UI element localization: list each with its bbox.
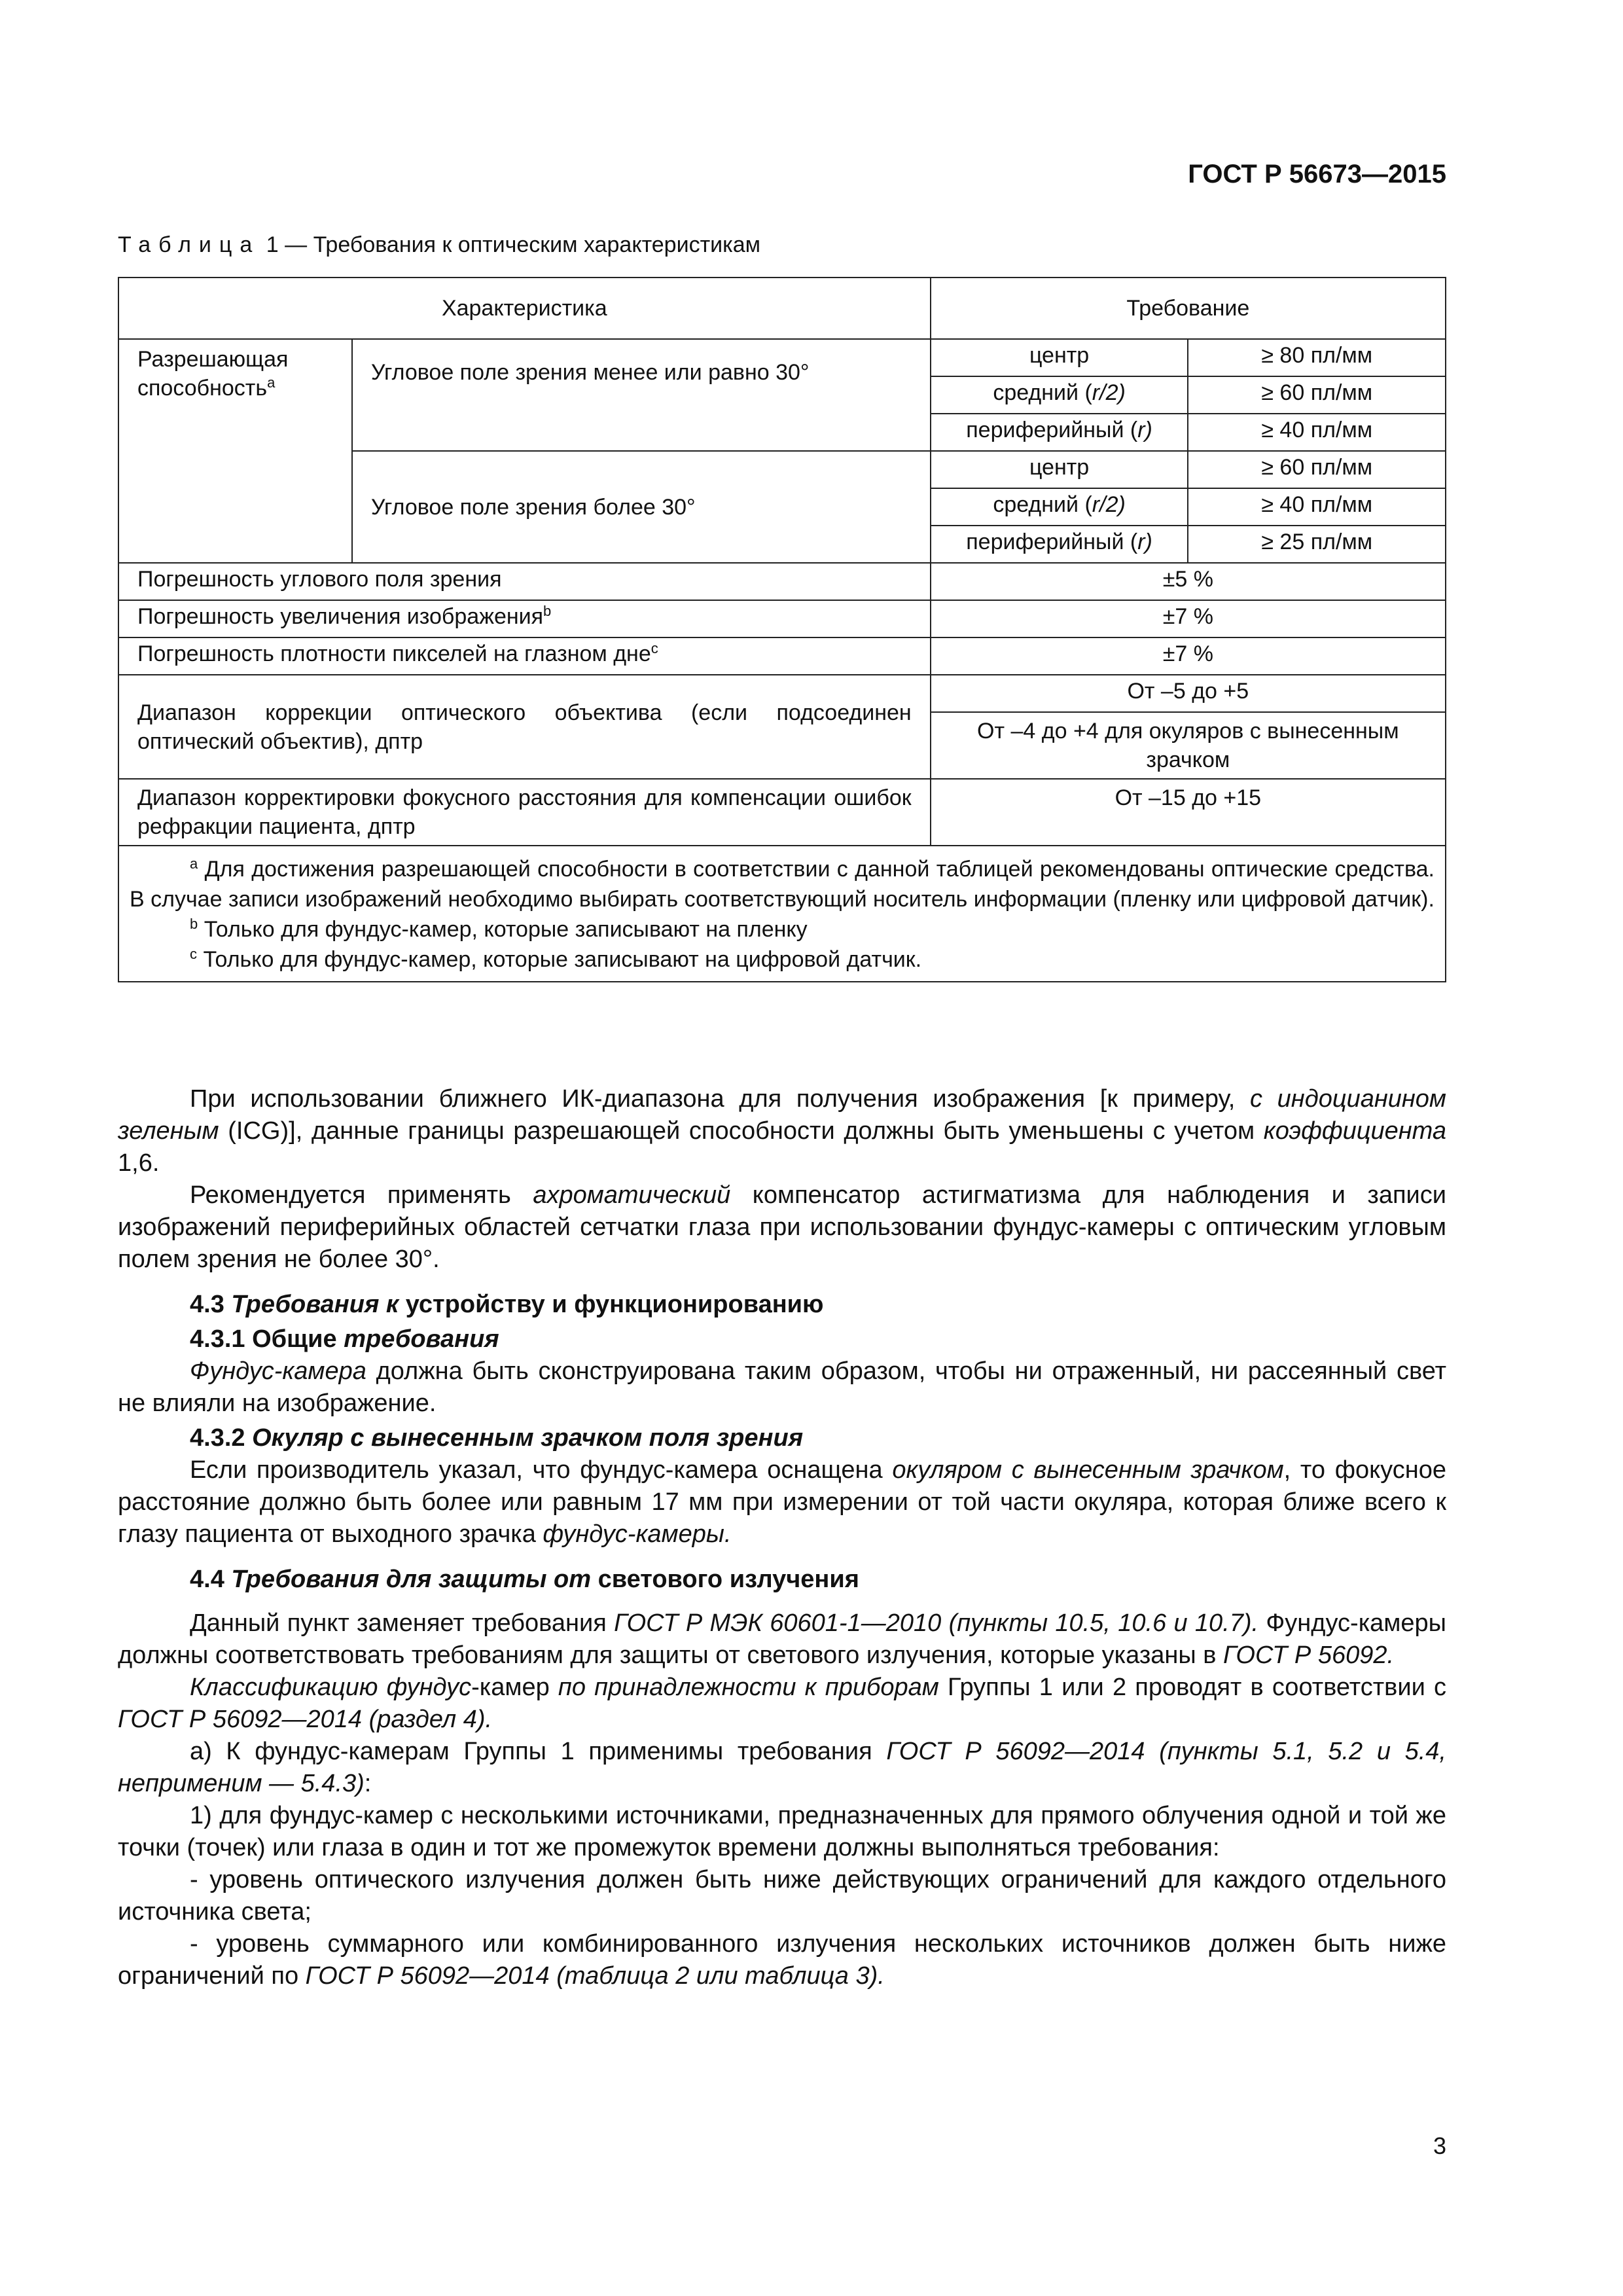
col-header-characteristic: Характеристика bbox=[118, 278, 931, 339]
table-row bbox=[118, 339, 1446, 376]
zone-cell: средний (r/2) bbox=[931, 488, 1188, 526]
zone-cell: периферийный (r) bbox=[931, 414, 1188, 451]
paragraph: а) К фундус-камерам Группы 1 применимы требования ГОСТ Р 56092—2014 (пункты 5.1, 5.2 и 5.4, неприменим — 5.4.3): bbox=[118, 1738, 1446, 1797]
zone-cell: центр bbox=[931, 451, 1188, 488]
table-notes-row bbox=[118, 846, 1446, 982]
section-heading-4-3-2: 4.3.2 Окуляр с вынесенным зрачком поля зрения bbox=[190, 1424, 804, 1452]
paragraph: Рекомендуется применять ахроматический компенсатор астигматизма для наблюдения и записи изображений периферийных областей сетчатки глаза при использовании фундус-камеры с оптическим угловым полем зрения не более 30°. bbox=[118, 1181, 1446, 1273]
table-notes bbox=[118, 846, 1446, 982]
correction-label: Диапазон коррекции оптического объектива (если подсоединен оптический объектив), дптр bbox=[118, 675, 931, 779]
table-note: $^c$ Только для фундус-камер, которые записывают на цифровой датчик. bbox=[190, 946, 922, 972]
table-caption-text: 1 — Требования к оптическим характеристикам bbox=[266, 232, 761, 257]
zone-cell: периферийный (r) bbox=[931, 526, 1188, 563]
focus-label: Диапазон корректировки фокусного расстояния для компенсации ошибок рефракции пациента, дптр bbox=[118, 779, 931, 846]
col-header-requirement: Требование bbox=[931, 278, 1446, 339]
row-label: Погрешность увеличения изображения$^b$ bbox=[118, 600, 931, 637]
paragraph: Фундус-камера должна быть сконструирована таким образом, чтобы ни отраженный, ни рассеянный свет не влияли на изображение. bbox=[118, 1357, 1446, 1417]
paragraph: - уровень суммарного или комбинированного излучения нескольких источников должен быть ниже ограничений по ГОСТ Р 56092—2014 (таблица 2 или таблица 3). bbox=[118, 1930, 1446, 1990]
table-header-row bbox=[118, 278, 1446, 339]
correction-value-2: От –4 до +4 для окуляров с вынесенным зрачком bbox=[931, 712, 1446, 779]
correction-value-1: От –5 до +5 bbox=[931, 675, 1446, 712]
document-code: ГОСТ Р 56673—2015 bbox=[1188, 160, 1446, 188]
row-value: ±5 % bbox=[931, 563, 1446, 600]
row-value: ±7 % bbox=[931, 637, 1446, 675]
value-cell: ≥ 40 пл/мм bbox=[1188, 488, 1446, 526]
table-row bbox=[118, 600, 1446, 637]
row-value: ±7 % bbox=[931, 600, 1446, 637]
zone-cell: центр bbox=[931, 339, 1188, 376]
body-text bbox=[118, 1083, 1446, 1992]
value-cell: ≥ 40 пл/мм bbox=[1188, 414, 1446, 451]
paragraph: - уровень оптического излучения должен быть ниже действующих ограничений для каждого отдельного источника света; bbox=[118, 1866, 1446, 1926]
paragraph: При использовании ближнего ИК-диапазона для получения изображения [к примеру, с индоцианином зеленым (ICG)], данные границы разрешающей способности должны быть уменьшены с учетом коэффициента 1,6. bbox=[118, 1085, 1446, 1177]
table-row bbox=[118, 675, 1446, 712]
paragraph: Классификацию фундус-камер по принадлежности к приборам Группы 1 или 2 проводят в соответствии с ГОСТ Р 56092—2014 (раздел 4). bbox=[118, 1674, 1446, 1733]
row-label: Погрешность углового поля зрения bbox=[118, 563, 931, 600]
table-note: $^a$ Для достижения разрешающей способности в соответствии с данной таблицей рекомендованы оптические средства. В случае записи изображений необходимо выбирать соответствующий носитель информации (пленку или цифровой датчик). bbox=[130, 855, 1435, 912]
page-number: 3 bbox=[1433, 2132, 1446, 2159]
table-caption bbox=[118, 232, 760, 258]
table-note: $^b$ Только для фундус-камер, которые записывают на пленку bbox=[190, 916, 808, 942]
section-heading-4-3-1: 4.3.1 Общие требования bbox=[190, 1325, 499, 1353]
value-cell: ≥ 25 пл/мм bbox=[1188, 526, 1446, 563]
paragraph: Если производитель указал, что фундус-камера оснащена окуляром с вынесенным зрачком, то фокусное расстояние должно быть более или равным 17 мм при измерении от той части окуляра, которая ближе всего к глазу пациента от выходного зрачка фундус-камеры. bbox=[118, 1456, 1446, 1548]
group-label: Угловое поле зрения менее или равно 30° bbox=[352, 339, 931, 451]
table-row bbox=[118, 779, 1446, 846]
table-row bbox=[118, 637, 1446, 675]
zone-cell: средний (r/2) bbox=[931, 376, 1188, 414]
paragraph: Данный пункт заменяет требования ГОСТ Р МЭК 60601-1—2010 (пункты 10.5, 10.6 и 10.7). Фундус-камеры должны соответствовать требованиям для защиты от светового излучения, которые указаны в ГОСТ Р 56092. bbox=[118, 1609, 1446, 1669]
focus-value: От –15 до +15 bbox=[931, 779, 1446, 846]
optical-requirements-table bbox=[118, 277, 1446, 982]
value-cell: ≥ 60 пл/мм bbox=[1188, 376, 1446, 414]
value-cell: ≥ 60 пл/мм bbox=[1188, 451, 1446, 488]
section-heading-4-4: 4.4 Требования для защиты от светового излучения bbox=[190, 1566, 859, 1593]
table-caption-label: Таблица bbox=[118, 232, 260, 257]
section-heading-4-3: 4.3 Требования к устройству и функционированию bbox=[190, 1291, 824, 1318]
value-cell: ≥ 80 пл/мм bbox=[1188, 339, 1446, 376]
row-label: Погрешность плотности пикселей на глазном дне$^c$ bbox=[118, 637, 931, 675]
group-label: Угловое поле зрения более 30° bbox=[352, 451, 931, 563]
table-row bbox=[118, 563, 1446, 600]
paragraph: 1) для фундус-камер с несколькими источниками, предназначенных для прямого облучения одной и той же точки (точек) или глаза в один и тот же промежуток времени должны выполняться требования: bbox=[118, 1802, 1446, 1861]
resolution-label: Разрешающая способность$^a$ bbox=[118, 339, 352, 563]
